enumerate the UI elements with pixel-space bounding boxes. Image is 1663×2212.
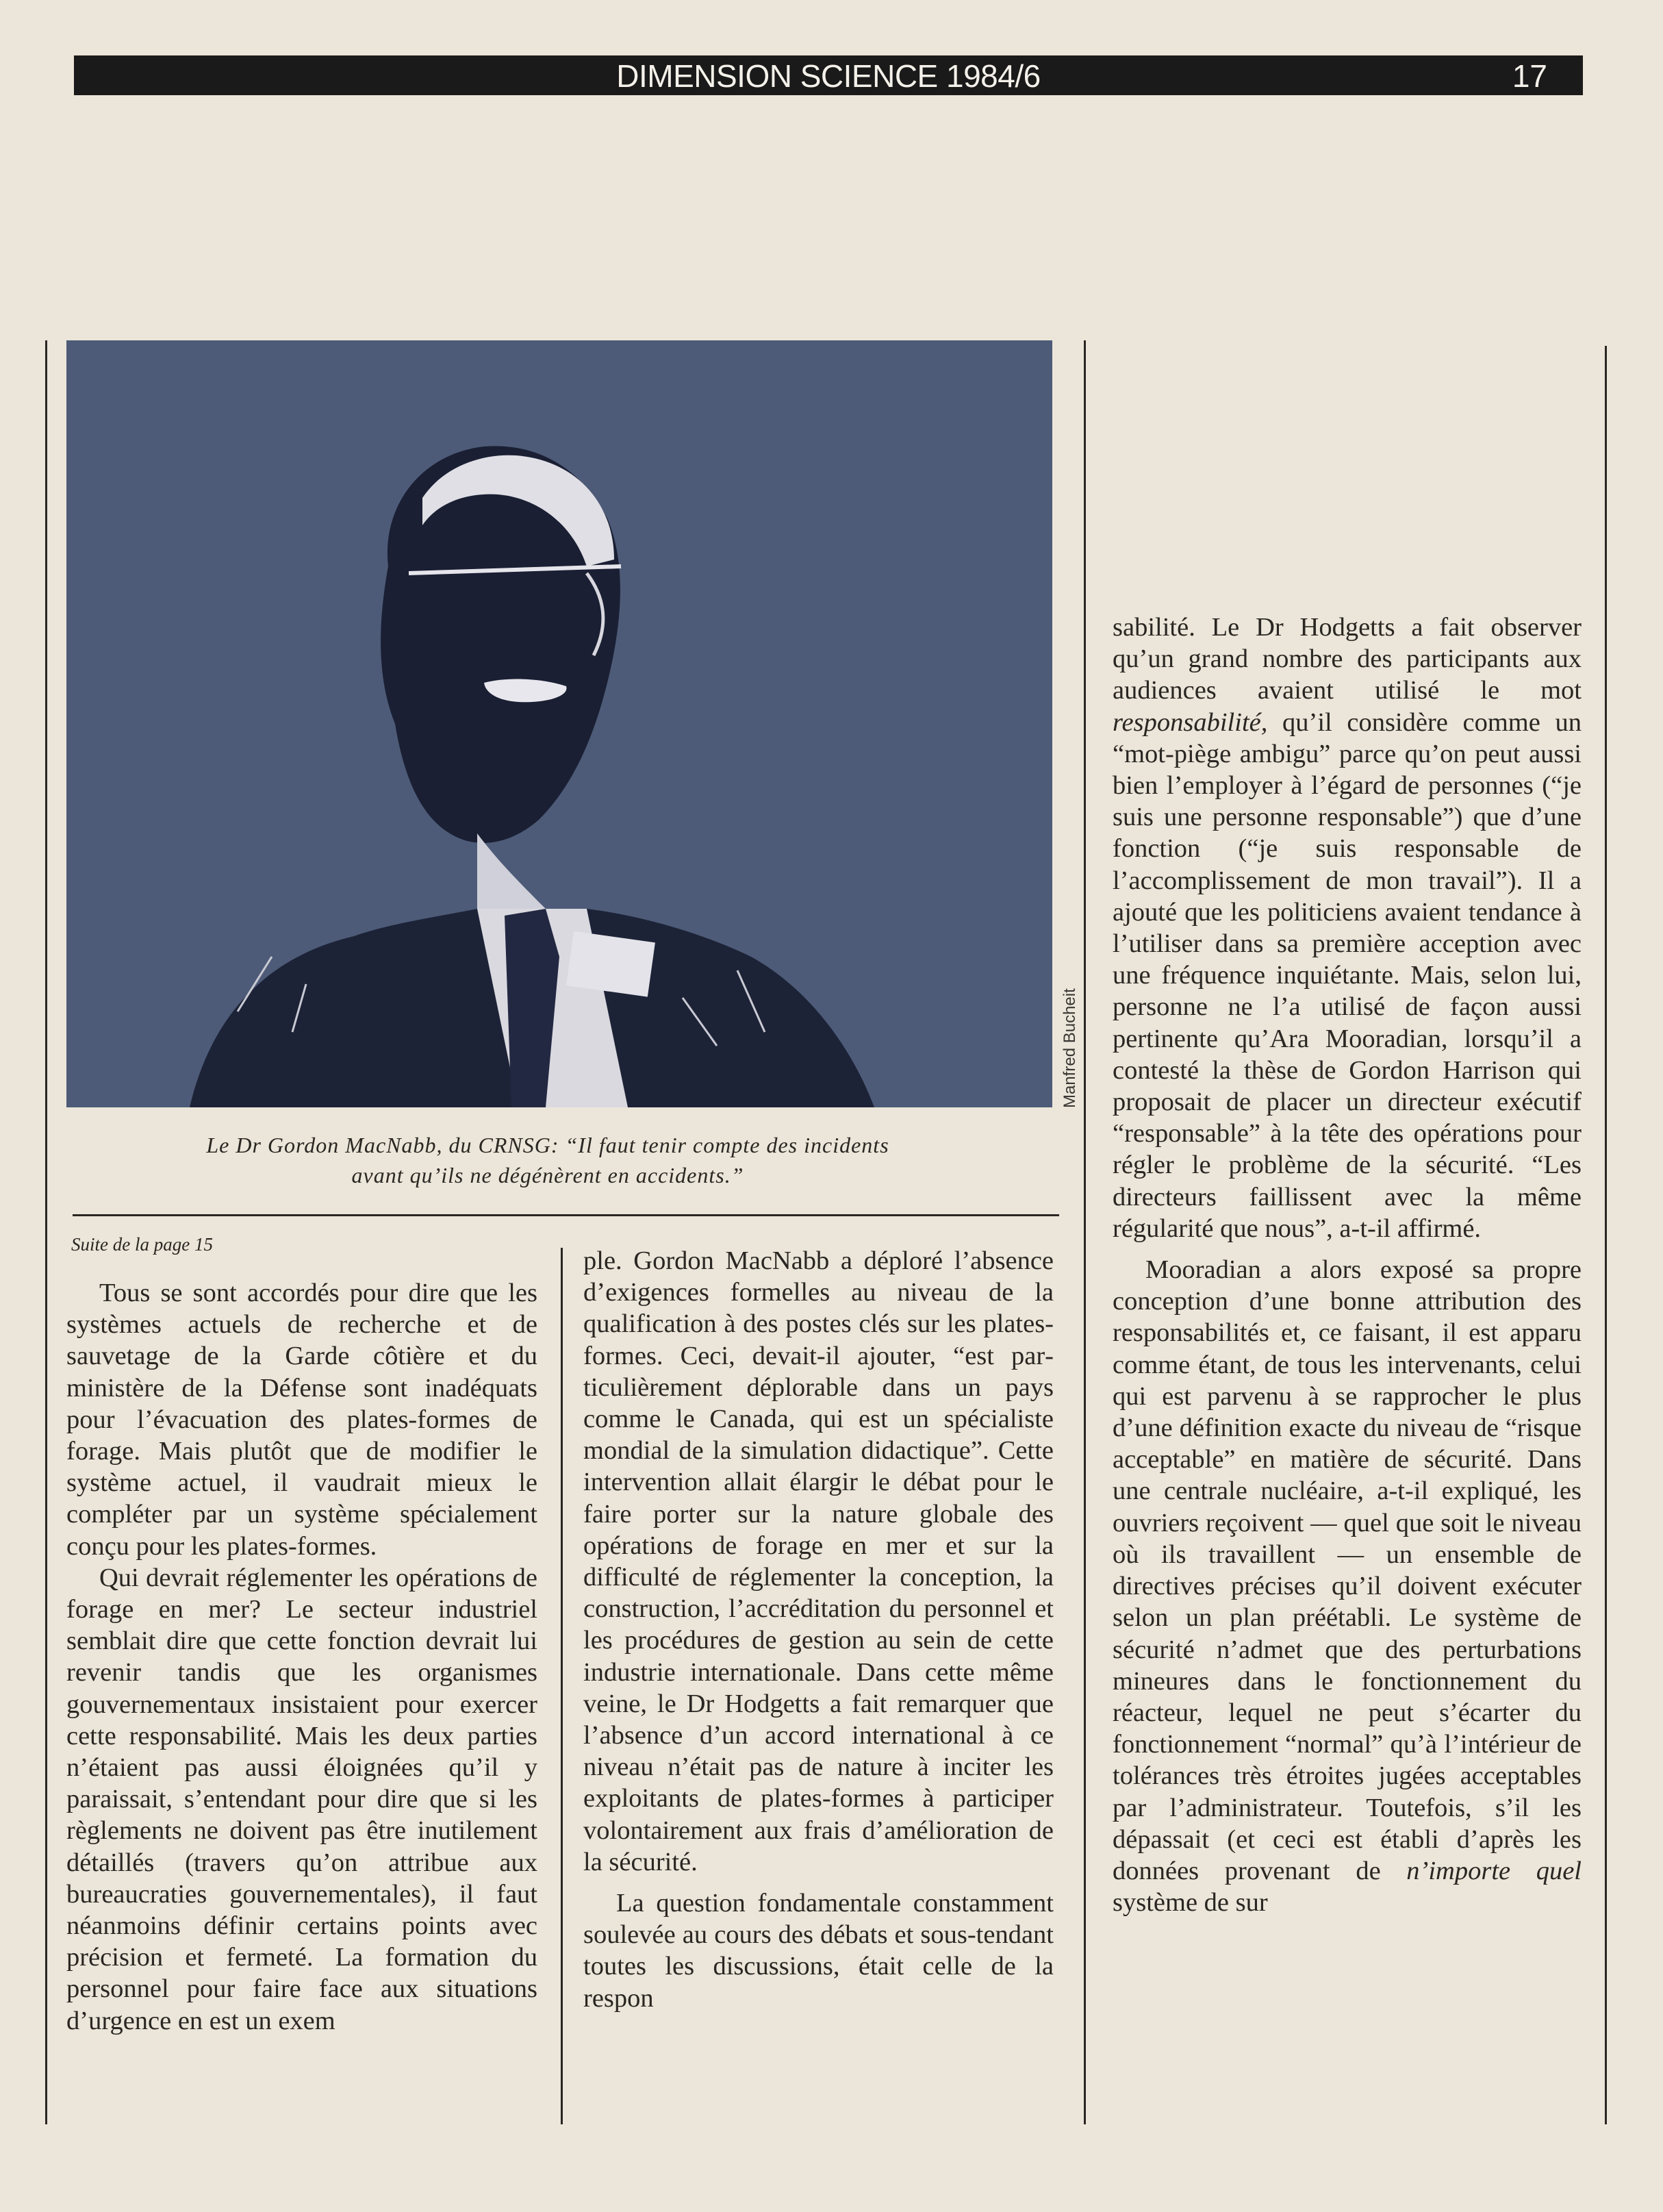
paragraph: La question fondamentale constamment soulevée au cours des débats et sous-tendant toutes les discussions, était celle de la respon [583,1889,1054,2013]
paragraph: Tous se sont accordés pour dire que les systèmes actuels de recherche et de sauvetage de la Garde côtière et du ministère de la Défense sont inadéquats pour l’évacuation des plates-formes de forage. Mais plutôt que de modifier le système actuel, il vaudrait mieux le compléter par un système spécialement conçu pour les plates-formes. [66,1279,537,1561]
column-rule-right [1605,346,1607,2124]
paragraph: ple. Gordon MacNabb a déploré l’absence d’exigences formelles au niveau de la qualification à des postes clés sur les plates-formes. Ceci, devait-il ajouter, “est particulièrement déplorable dans un pays comme le Canada, qui est un spécialiste mondial de la simulation didactique”. Cette intervention allait élargir le débat pour le faire porter sur la nature globale des opérations de forage en mer et sur la difficulté de réglementer la conception, la construction, l’accréditation du personnel et les procédures de gestion au sein de cette industrie internationale. Dans cette même veine, le Dr Hodgetts a fait remarquer que l’absence d’un accord international à ce niveau n’était pas de nature à inciter les exploitants de plates-formes à participer volontairement aux frais d’amélioration de la sécurité. [583,1246,1054,1876]
column-rule-middle [1084,340,1086,2124]
emphasis: n’importe quel [1406,1856,1582,1885]
paragraph [1113,612,1582,1244]
caption-line-2: avant qu’ils ne dégénèrent en accidents.” [351,1163,744,1187]
paragraph: Qui devrait réglementer les opérations de forage en mer? Le secteur industriel semblait dire que cette fonction devrait lui revenir tandis que les organismes gouvernementaux insistaient pour exercer cette responsabilité. Mais les deux parties n’étaient pas aussi éloignées qu’il y paraissait, s’entendant pour dire que si les règlements ne doivent pas être inutilement détaillés (travers qu’on attribue aux bureaucraties gouvernementales), il faut néanmoins définir certains points avec précision et fermeté. La formation du personnel pour faire face aux situations d’urgence en est un exem [66,1563,537,2035]
caption-rule [73,1214,1059,1216]
photo-caption [110,1130,986,1190]
paragraph [1113,1254,1582,1918]
text-run: Mooradian a alors exposé sa propre conception d’une bonne attribution des responsabilités et, ce faisant, il est apparu comme étant, de tous les intervenants, celui qui est parvenu à se rapprocher le plus d’une définition exacte du niveau de “risque acceptable” en matière de sécurité. Dans une centrale nucléaire, a-t-il expliqué, les ouvriers reçoivent — quel que soit le niveau où ils travaillent — un ensemble de directives précises qu’il doivent exécuter selon un plan préétabli. Le système de sécurité n’admet que des perturbations mineures dans le fonctionnement du réacteur, lequel ne peut s’écarter du fonctionnement “normal” qu’à l’intérieur de tolérances très étroites jugées acceptables par l’administrateur. Toutefois, s’il les dépassait (et ceci est établi d’après les données provenant de [1113,1255,1582,1885]
header-bar [74,55,1583,95]
article-column-2 [583,1245,1054,2014]
article-column-1 [66,1277,537,2037]
article-column-3 [1113,612,1582,1918]
photo-credit: Manfred Bucheit [1061,988,1079,1108]
continued-from-note: Suite de la page 15 [71,1234,213,1255]
magazine-title: DIMENSION SCIENCE 1984/6 [616,58,1041,94]
text-run: sabilité. Le Dr Hodgetts a fait observer qu’un grand nombre des participants aux audiences avaient utilisé le mot [1113,613,1582,705]
page-number: 17 [1512,58,1547,94]
text-run: qu’il considère comme un “mot-piège ambigu” parce qu’on peut aussi bien l’employer à l’égard de personnes (“je suis une personne responsable”) que d’une fonction (“je suis responsable de l’accomplissement de mon travail”). Il a ajouté que les politiciens avaient tendance à l’utiliser dans sa première acception avec une fréquence inquiétante. Mais, selon lui, personne ne l’a utilisé de façon aussi pertinente qu’Ara Mooradian, lorsqu’il a contesté la thèse de Gordon Harrison qui proposait de placer un directeur exécutif “responsable” à la tête des opérations pour régler le problème de la sécurité. “Les directeurs faillissent avec la même régularité que nous”, a-t-il affirmé. [1113,707,1582,1243]
caption-line-1: Le Dr Gordon MacNabb, du CRNSG: “Il faut tenir compte des incidents [206,1133,889,1157]
portrait-photo [66,340,1052,1107]
column-rule-inner [561,1248,563,2124]
emphasis: responsabilité, [1113,707,1268,737]
text-run: système de sur [1113,1888,1268,1918]
column-rule-left [45,340,47,2124]
